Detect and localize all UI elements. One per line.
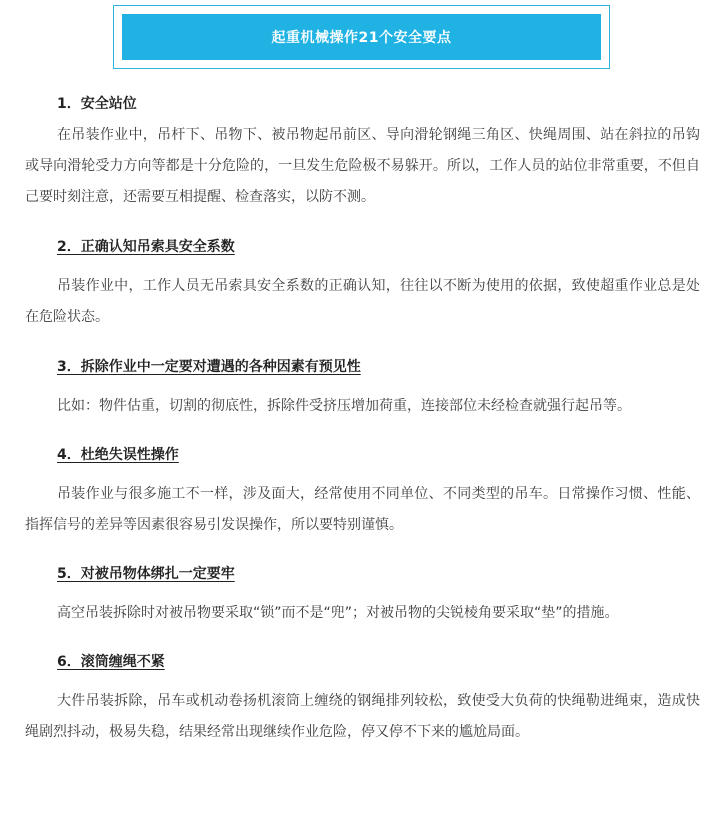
- section-3: [25, 355, 700, 422]
- title-banner: [122, 14, 601, 60]
- section-body: 大件吊装拆除，吊车或机动卷扬机滚筒上缠绕的钢绳排列较松，致使受大负荷的快绳勒进绳束，造成快绳剧烈抖动，极易失稳，结果经常出现继续作业危险，停又停不下来的尴尬局面。: [25, 693, 700, 740]
- section-title: 3．拆除作业中一定要对遭遇的各种因素有预见性: [57, 359, 361, 375]
- section-title: 6．滚筒缠绳不紧: [57, 654, 165, 670]
- section-body: 吊装作业与很多施工不一样，涉及面大，经常使用不同单位、不同类型的吊车。日常操作习惯、性能、指挥信号的差异等因素很容易引发误操作，所以要特别谨慎。: [25, 486, 700, 533]
- section-6: [25, 650, 700, 748]
- section-1: [25, 92, 700, 213]
- section-body: 高空吊装拆除时对被吊物要采取“锁”而不是“兜”；对被吊物的尖锐棱角要采取“垫”的措施。: [57, 605, 619, 621]
- section-title: 1．安全站位: [57, 96, 137, 112]
- page-title: 起重机械操作21个安全要点: [271, 30, 452, 46]
- title-frame: [113, 5, 610, 69]
- section-title: 5．对被吊物体绑扎一定要牢: [57, 566, 235, 582]
- section-body: 比如：物件估重，切割的彻底性，拆除件受挤压增加荷重，连接部位未经检查就强行起吊等。: [57, 398, 631, 414]
- section-5: [25, 562, 700, 629]
- section-body: 在吊装作业中，吊杆下、吊物下、被吊物起吊前区、导向滑轮钢绳三角区、快绳周围、站在斜拉的吊钩或导向滑轮受力方向等都是十分危险的，一旦发生危险极不易躲开。所以，工作人员的站位非常重要，不但自己要时刻注意，还需要互相提醒、检查落实，以防不测。: [25, 127, 700, 205]
- section-title: 2．正确认知吊索具安全系数: [57, 239, 235, 255]
- section-title: 4．杜绝失误性操作: [57, 447, 179, 463]
- article-content: [25, 92, 700, 748]
- section-2: [25, 235, 700, 333]
- section-4: [25, 443, 700, 541]
- section-body: 吊装作业中，工作人员无吊索具安全系数的正确认知，往往以不断为使用的依据，致使超重作业总是处在危险状态。: [25, 278, 700, 325]
